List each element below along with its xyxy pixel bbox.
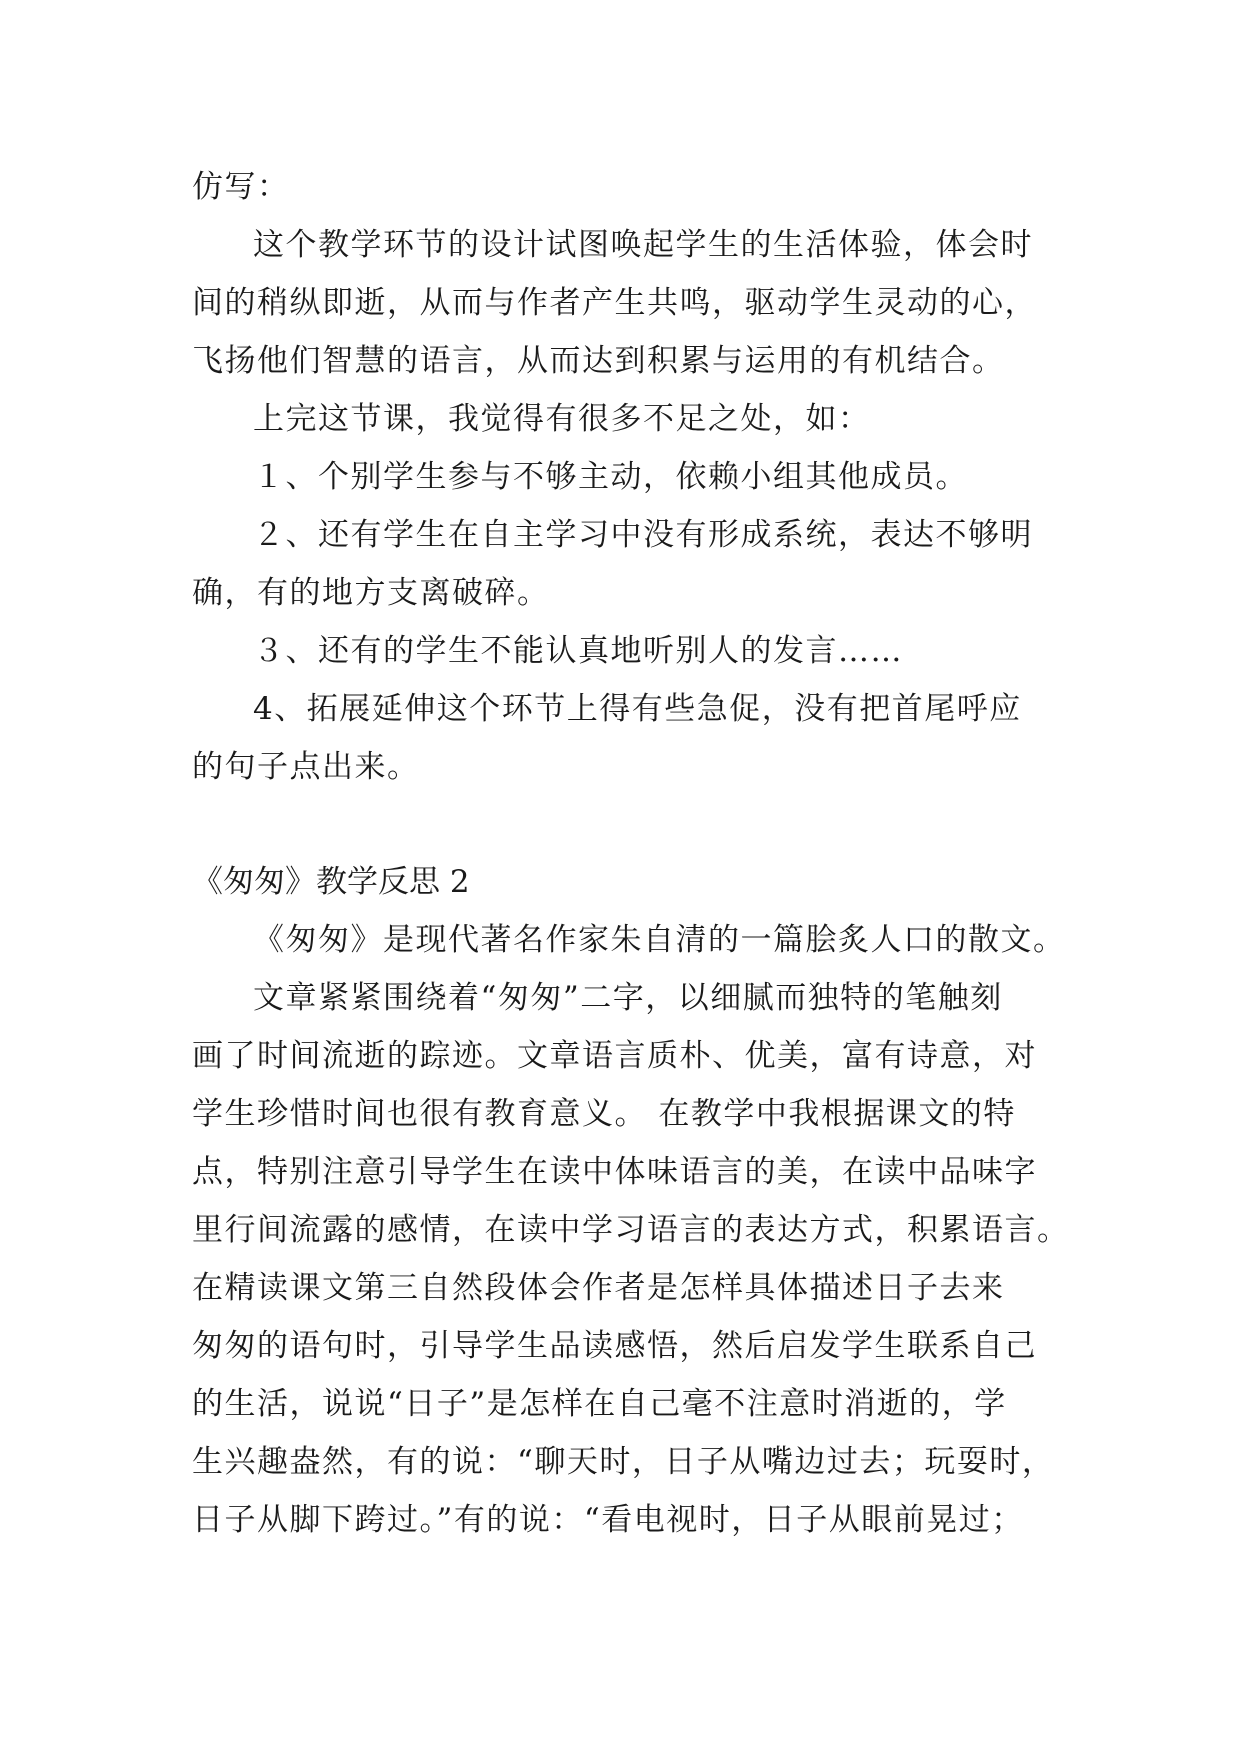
paragraph-line: 画了时间流逝的踪迹。文章语言质朴、优美，富有诗意，对: [192, 1038, 1037, 1074]
paragraph-line: 飞扬他们智慧的语言，从而达到积累与运用的有机结合。: [192, 343, 1005, 379]
paragraph-line: 这个教学环节的设计试图唤起学生的生活体验，体会时: [253, 227, 1033, 263]
section-heading-imitation: 仿写：: [192, 169, 290, 205]
paragraph-line: 上完这节课，我觉得有很多不足之处，如：: [253, 401, 871, 437]
list-item-continuation: 的句子点出来。: [192, 749, 420, 785]
paragraph-line: 学生珍惜时间也很有教育意义。 在教学中我根据课文的特: [192, 1096, 1016, 1132]
paragraph-line: 点，特别注意引导学生在读中体味语言的美，在读中品味字: [192, 1154, 1037, 1190]
paragraph-line: 的生活，说说“日子”是怎样在自己毫不注意时消逝的，学: [192, 1386, 1007, 1422]
paragraph-line: 匆匆的语句时，引导学生品读感悟，然后启发学生联系自己: [192, 1328, 1037, 1364]
paragraph-line: 间的稍纵即逝，从而与作者产生共鸣，驱动学生灵动的心，: [192, 285, 1037, 321]
paragraph-line: 日子从脚下跨过。”有的说：“看电视时，日子从眼前晃过；: [192, 1502, 1024, 1538]
list-item: ２、还有学生在自主学习中没有形成系统，表达不够明: [253, 517, 1033, 553]
section-title: 《匆匆》教学反思 2: [192, 864, 470, 900]
paragraph-line: 里行间流露的感情，在读中学习语言的表达方式，积累语言。: [192, 1212, 1070, 1248]
list-item: １、个别学生参与不够主动，依赖小组其他成员。: [253, 459, 968, 495]
list-item-continuation: 确，有的地方支离破碎。: [192, 575, 550, 611]
paragraph-line: 文章紧紧围绕着“匆匆”二字，以细腻而独特的笔触刻: [253, 980, 1003, 1016]
paragraph-line: 在精读课文第三自然段体会作者是怎样具体描述日子去来: [192, 1270, 1005, 1306]
paragraph-line: 生兴趣盎然，有的说：“聊天时，日子从嘴边过去；玩耍时，: [192, 1444, 1055, 1480]
paragraph-line: 《匆匆》是现代著名作家朱自清的一篇脍炙人口的散文。: [253, 922, 1066, 958]
list-item: ３、还有的学生不能认真地听别人的发言……: [253, 633, 903, 669]
list-item: 4、拓展延伸这个环节上得有些急促，没有把首尾呼应: [253, 691, 1022, 727]
